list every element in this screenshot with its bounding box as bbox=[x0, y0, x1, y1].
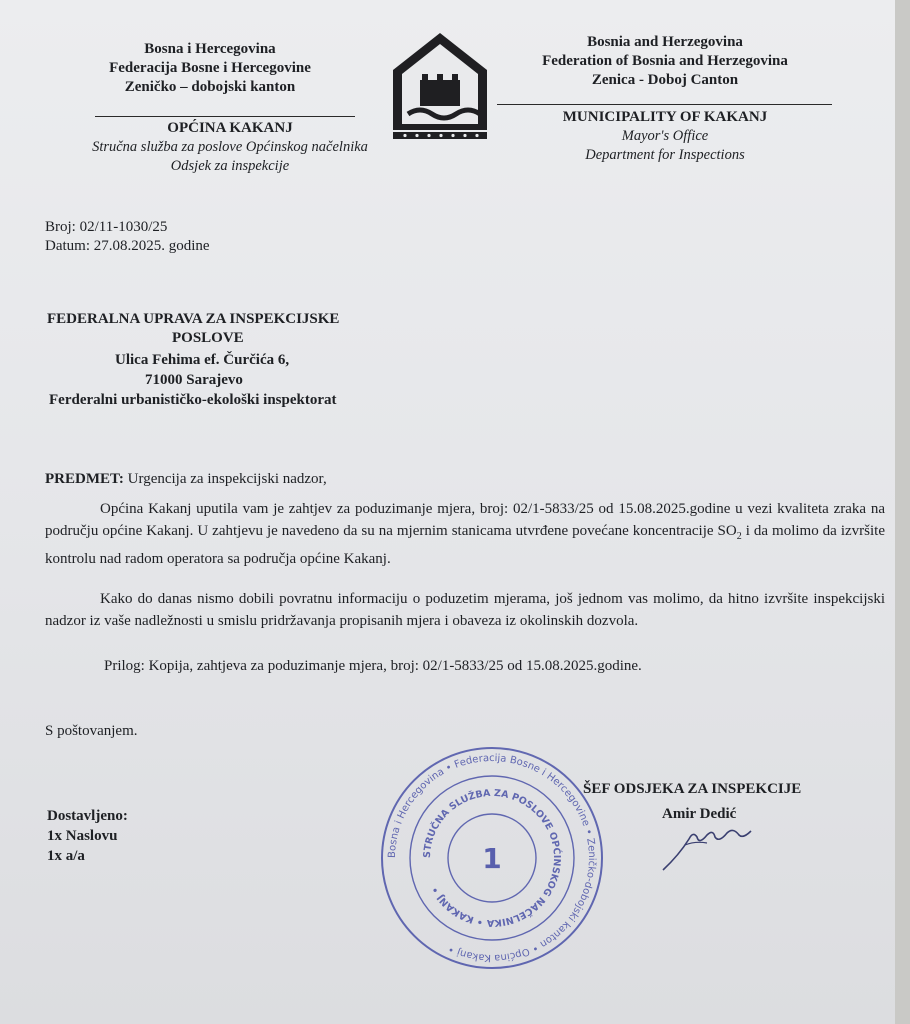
office-service: Stručna služba za poslove Općinskog načelnika bbox=[92, 139, 368, 155]
signatory-title: ŠEF ODSJEKA ZA INSPEKCIJE bbox=[583, 781, 802, 797]
reference-number: Broj: 02/11-1030/25 bbox=[45, 219, 168, 235]
document-date: Datum: 27.08.2025. godine bbox=[45, 238, 210, 254]
signatory-name: Amir Dedić bbox=[662, 806, 737, 822]
header-right-country: Bosnia and Herzegovina bbox=[587, 34, 743, 50]
subject-label: PREDMET: bbox=[45, 471, 124, 487]
recipient-agency-cont: POSLOVE bbox=[172, 330, 244, 346]
header-left-canton: Zeničko – dobojski kanton bbox=[124, 79, 296, 95]
header-right bbox=[510, 33, 820, 90]
official-stamp bbox=[378, 744, 606, 972]
handwritten-signature bbox=[655, 815, 765, 875]
inspections-department: Department for Inspections bbox=[585, 147, 745, 163]
header-right-office bbox=[500, 108, 830, 165]
subject-text: Urgencija za inspekcijski nadzor, bbox=[123, 471, 327, 487]
header-left-rule bbox=[95, 116, 355, 117]
header-left-federation: Federacija Bosne i Hercegovine bbox=[109, 60, 311, 76]
stamp-outer-text: Bosna i Hercegovina • Federacija Bosne i Hercegovine • Zeničko-dobojski kanton • Općina Kakanj • bbox=[386, 752, 598, 964]
page-edge bbox=[895, 0, 910, 1024]
recipient-inspectorate: Ferderalni urbanističko-ekološki inspektorat bbox=[49, 392, 337, 408]
municipality-name: MUNICIPALITY OF KAKANJ bbox=[562, 109, 768, 125]
subject-line bbox=[45, 470, 327, 489]
delivery-item-1: 1x Naslovu bbox=[47, 828, 118, 844]
subscript: 2 bbox=[736, 531, 742, 542]
stamp-number: 1 bbox=[482, 842, 502, 875]
recipient-city: 71000 Sarajevo bbox=[145, 372, 243, 388]
header-right-canton: Zenica - Doboj Canton bbox=[591, 72, 739, 88]
office-department: Odsjek za inspekcije bbox=[170, 158, 290, 174]
recipient-agency: FEDERALNA UPRAVA ZA INSPEKCIJSKE bbox=[47, 311, 340, 327]
body-paragraph-2: Kako do danas nismo dobili povratnu informaciju o poduzetim mjerama, još jednom vas molimo, da hitno izvršite inspekcijski nadzor iz vaše nadležnosti u smislu pridržavanja propisanih mjera i obaveza iz okolinskih dozvola. bbox=[45, 591, 885, 629]
mayors-office: Mayor's Office bbox=[621, 128, 709, 144]
recipient-street: Ulica Fehima ef. Čurčića 6, bbox=[115, 352, 290, 368]
closing-salutation: S poštovanjem. bbox=[45, 723, 138, 739]
delivery-item-2: 1x a/a bbox=[47, 848, 85, 864]
coat-of-arms-logo bbox=[390, 30, 490, 140]
header-left-office bbox=[60, 119, 400, 176]
attachment-note: Prilog: Kopija, zahtjeva za poduzimanje mjera, broj: 02/1-5833/25 od 15.08.2025.godine. bbox=[104, 658, 642, 674]
delivery-label: Dostavljeno: bbox=[47, 808, 128, 824]
stamp-inner-text: STRUČNA SLUŽBA ZA POSLOVE OPĆINSKOG NAČELNIKA • KAKANJ • bbox=[421, 787, 563, 929]
office-name: OPĆINA KAKANJ bbox=[167, 120, 293, 136]
header-right-federation: Federation of Bosnia and Herzegovina bbox=[542, 53, 788, 69]
body-paragraph-1: Općina Kakanj uputila vam je zahtjev za poduzimanje mjera, broj: 02/1-5833/25 od 15.08.2025.godine u vezi kvaliteta zraka na području općine Kakanj. U zahtjevu je navedeno da su na mjernim stanicama utvrđene povećane koncentracije $SO_2$ i da molimo da izvršite kontrolu nad radom operatora sa područja općine Kakanj. bbox=[45, 501, 885, 567]
header-left bbox=[80, 40, 340, 97]
header-right-rule bbox=[497, 104, 832, 105]
header-left-country: Bosna i Hercegovina bbox=[144, 41, 276, 57]
